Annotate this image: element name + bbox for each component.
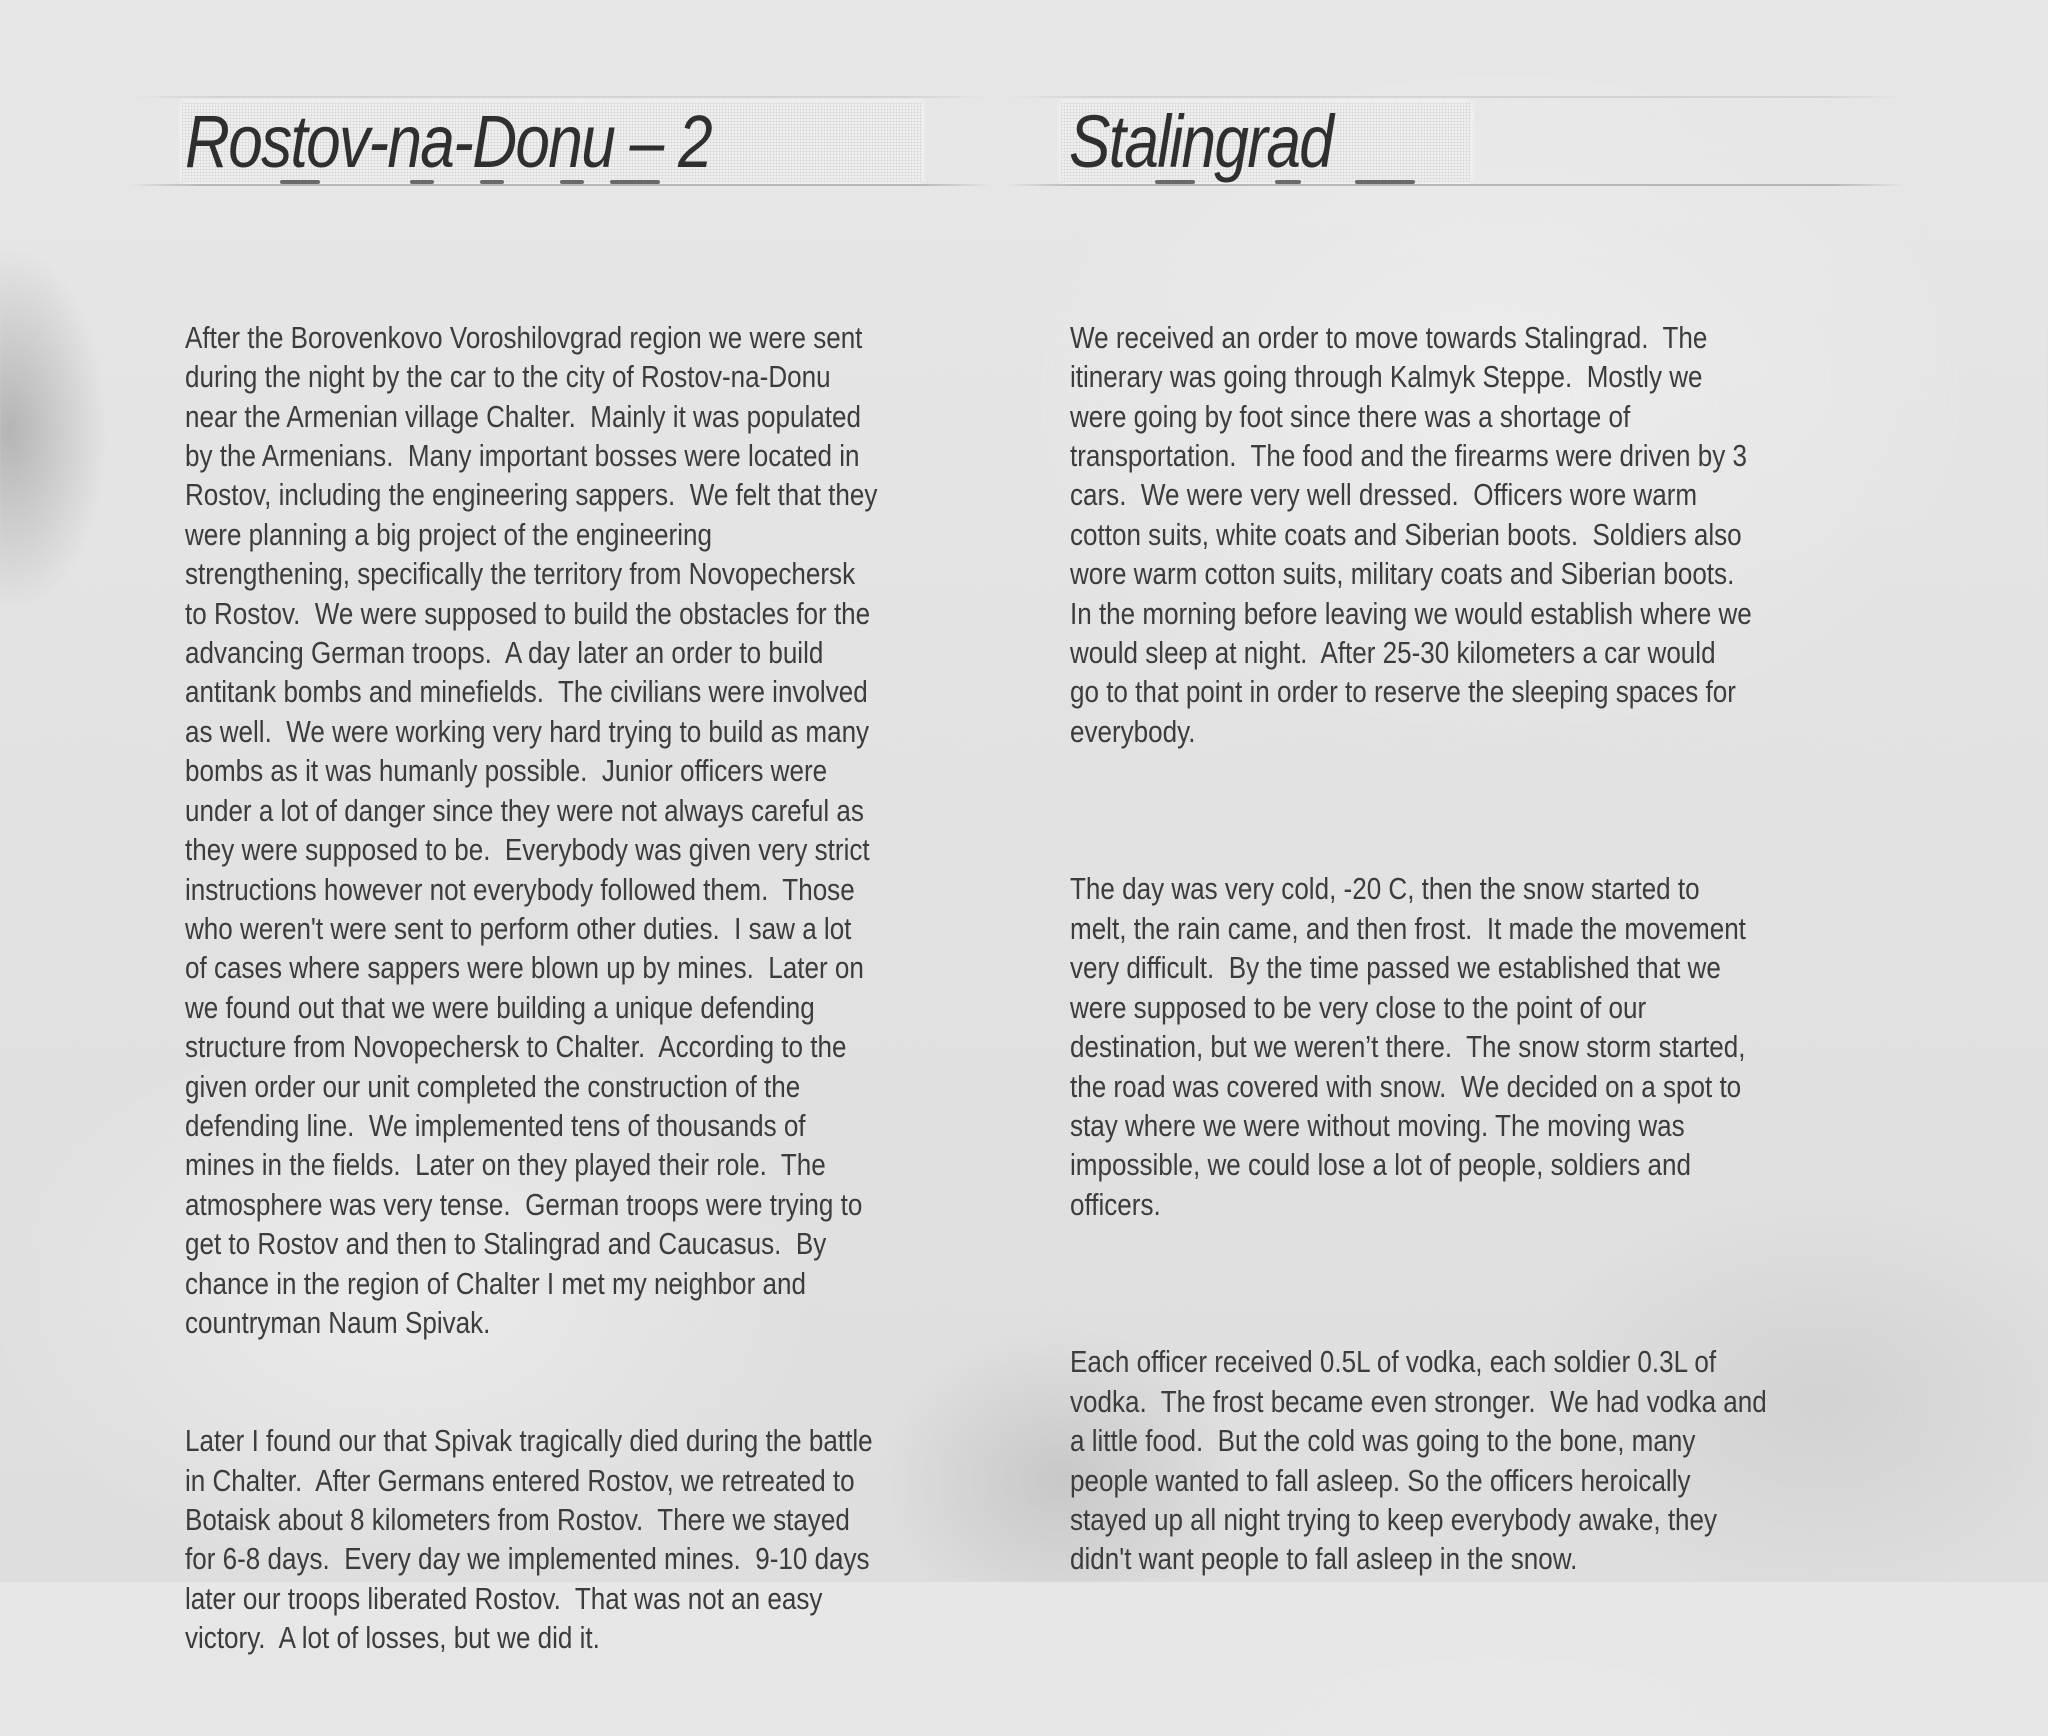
rostov-paragraph-1: After the Borovenkovo Voroshilovgrad region we were sent during the night by the car to the city of Rostov-na-Donu near the Armenian village Chalter. Mainly it was populated by the Armenians. Many important bosses were located in Rostov, including the engineering sappers. We felt that they were planning a big project of the engineering strengthening, specifically the territory from Novopechersk to Rostov. We were supposed to build the obstacles for the advancing German troops. A day later an order to build antitank bombs and minefields. The civilians were involved as well. We were working very hard trying to build as many bombs as it was humanly possible. Junior officers were under a lot of danger since they were not always careful as they were supposed to be. Everybody was given very strict instructions however not everybody followed them. Those who weren't were sent to perform other duties. I saw a lot of cases where sappers were blown up by mines. Later on we found out that we were building a unique defending structure from Novopechersk to Chalter. According to the given order our unit completed the construction of the defending line. We implemented tens of thousands of mines in the fields. Later on they played their role. The atmosphere was very tense. German troops were trying to get to Rostov and then to Stalingrad and Caucasus. By chance in the region of Chalter I met my neighbor and countryman Naum Spivak. bbox=[185, 319, 878, 1340]
rostov-heading: Rostov-na-Donu – 2 bbox=[185, 100, 712, 183]
heading-bottom-rule bbox=[1005, 184, 1905, 186]
rostov-body bbox=[185, 239, 877, 1736]
heading-top-rule bbox=[1005, 96, 1905, 98]
stalingrad-heading: Stalingrad bbox=[1069, 100, 1333, 183]
stalingrad-paragraph-2: The day was very cold, -20 C, then the snow started to melt, the rain came, and then frost. It made the movement very difficult. By the time passed we established that we were supposed to be very close to the point of our destination, but we weren’t there. The snow storm started, the road was covered with snow. We decided on a spot to stay where we were without moving. The moving was impossible, we could lose a lot of people, soldiers and officers. bbox=[1070, 871, 1746, 1222]
heading-top-rule bbox=[130, 96, 990, 98]
stalingrad-heading-banner bbox=[1005, 96, 1905, 188]
rostov-column bbox=[130, 96, 990, 1656]
stalingrad-column bbox=[1005, 96, 1905, 1577]
stalingrad-paragraph-3: Each officer received 0.5L of vodka, each soldier 0.3L of vodka. The frost became even stronger. We had vodka and a little food. But the cold was going to the bone, many people wanted to fall asleep. So the officers heroically stayed up all night trying to keep everybody awake, they didn't want people to fall asleep in the snow. bbox=[1070, 1344, 1767, 1577]
rostov-paragraph-2: Later I found our that Spivak tragically died during the battle in Chalter. After Germans entered Rostov, we retreated to Botaisk about 8 kilometers from Rostov. There we stayed for 6-8 days. Every day we implemented mines. 9-10 days later our troops liberated Rostov. That was not an easy victory. A lot of losses, but we did it. bbox=[185, 1423, 873, 1656]
stalingrad-paragraph-1: We received an order to move towards Stalingrad. The itinerary was going through Kalmyk Steppe. Mostly we were going by foot since there was a shortage of transportation. The food and the firearms were driven by 3 cars. We were very well dressed. Officers wore warm cotton suits, white coats and Siberian boots. Soldiers also wore warm cotton suits, military coats and Siberian boots. In the morning before leaving we would establish where we would sleep at night. After 25-30 kilometers a car would go to that point in order to reserve the sleeping spaces for everybody. bbox=[1070, 319, 1752, 749]
rostov-heading-banner bbox=[130, 96, 990, 188]
stalingrad-body bbox=[1070, 239, 1767, 1658]
